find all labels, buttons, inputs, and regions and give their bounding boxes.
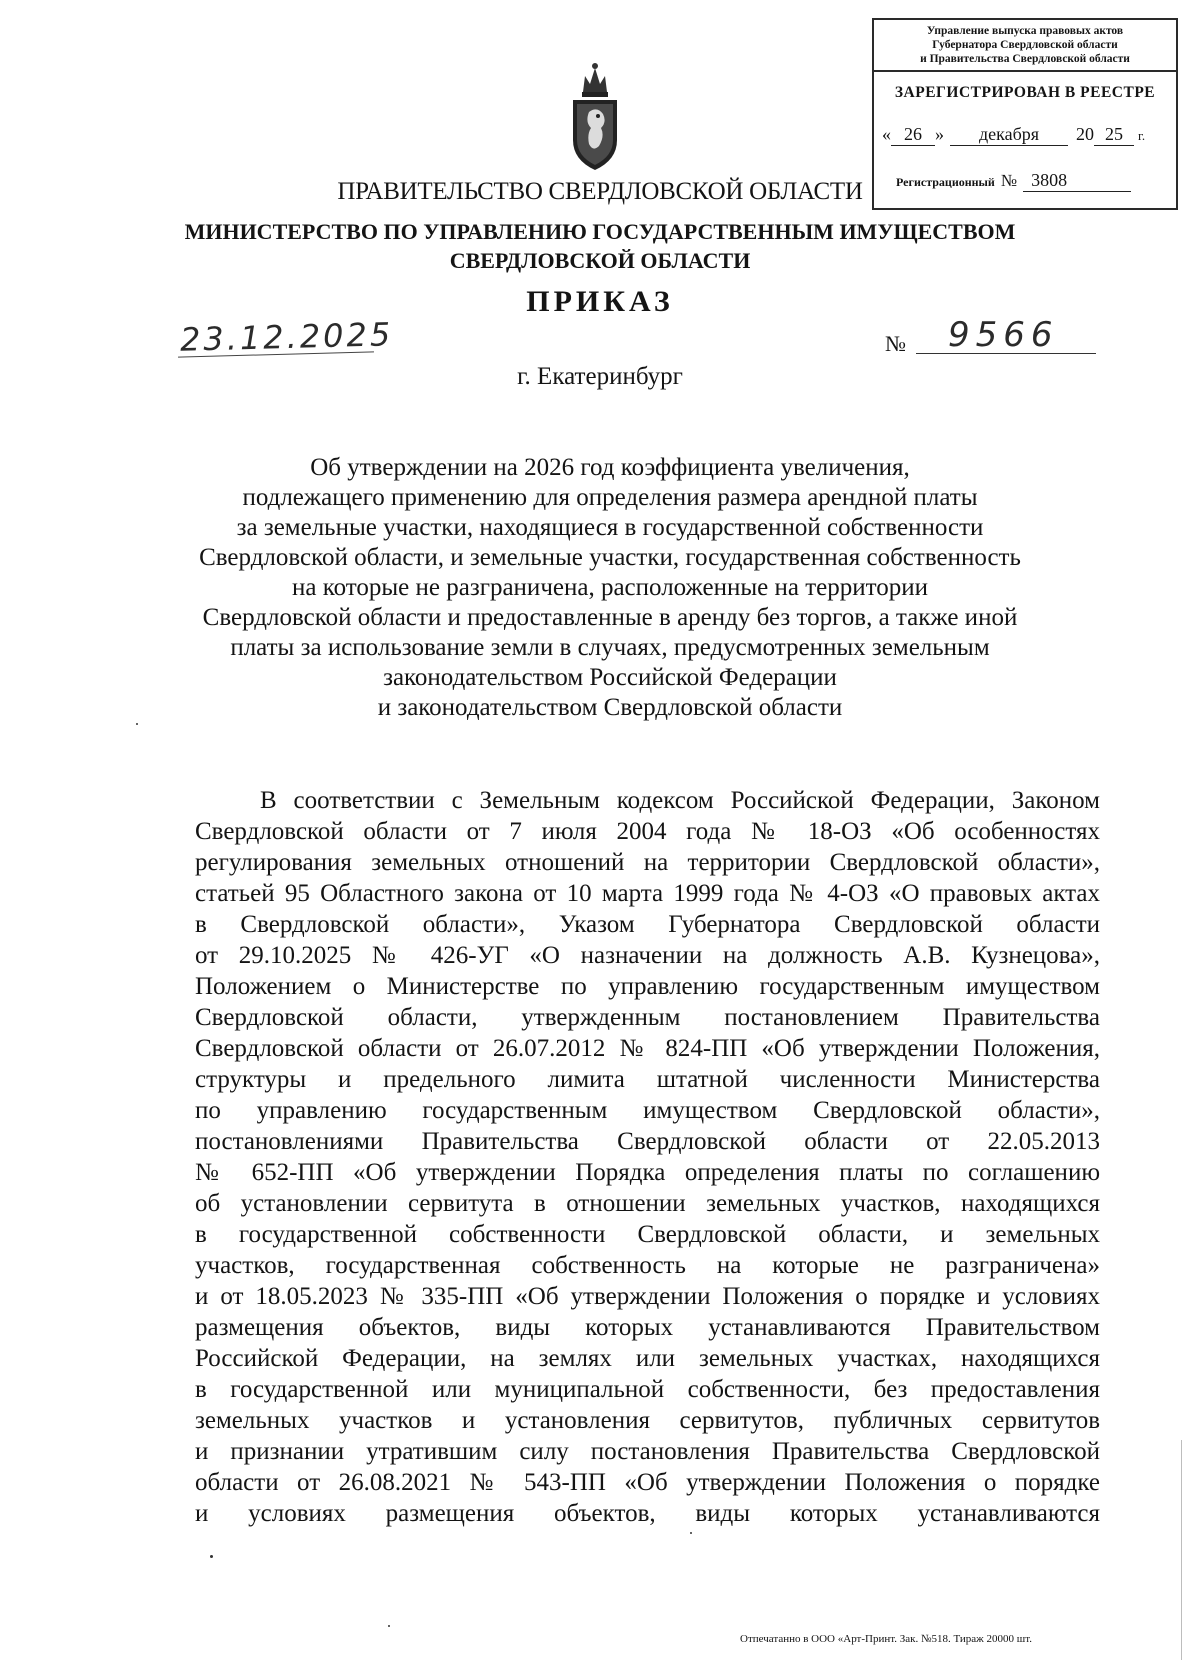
body-line: Свердловской области от 26.07.2012 № 824-ПП «Об утверждении Положения, bbox=[195, 1035, 1100, 1062]
body-line: участков, государственная собственность на которые не разграничена» bbox=[195, 1252, 1100, 1279]
stamp-registration-date bbox=[882, 124, 1170, 146]
subject-line: на которые не разграничена, расположенные на территории bbox=[292, 574, 928, 601]
body-line: Свердловской области, утвержденным постановлением Правительства bbox=[195, 1004, 1100, 1031]
scan-speck bbox=[388, 1625, 390, 1627]
scan-speck bbox=[136, 723, 138, 725]
government-title: ПРАВИТЕЛЬСТВО СВЕРДЛОВСКОЙ ОБЛАСТИ bbox=[337, 178, 863, 205]
stamp-quote-close: » bbox=[935, 124, 944, 144]
body-line: в государственной или муниципальной собственности, без предоставления bbox=[195, 1376, 1100, 1403]
body-line: и условиях размещения объектов, виды которых устанавливаются bbox=[195, 1500, 1100, 1527]
stamp-year-prefix: 20 bbox=[1076, 124, 1094, 144]
subject-line: Об утверждении на 2026 год коэффициента увеличения, bbox=[310, 454, 910, 481]
body-line: Российской Федерации, на землях или земельных участках, находящихся bbox=[195, 1345, 1100, 1372]
stamp-reg-number-label: Регистрационный bbox=[896, 175, 995, 189]
body-line: В соответствии с Земельным кодексом Российской Федерации, Законом bbox=[260, 787, 1100, 814]
stamp-day: 26 bbox=[891, 124, 935, 146]
body-paragraph bbox=[195, 785, 1100, 1529]
body-line: статьей 95 Областного закона от 10 марта 1999 года № 4-ОЗ «О правовых актах bbox=[195, 880, 1100, 907]
scan-speck bbox=[210, 1555, 213, 1558]
handwritten-number: 9566 bbox=[948, 315, 1059, 355]
coat-of-arms-icon bbox=[565, 60, 625, 172]
stamp-reg-number-value: 3808 bbox=[1023, 170, 1131, 192]
printer-note: Отпечатанно в ООО «Арт-Принт. Зак. №518. Тираж 20000 шт. bbox=[740, 1633, 1032, 1645]
subject-line: за земельные участки, находящиеся в государственной собственности bbox=[236, 514, 984, 541]
body-line: об установлении сервитута в отношении земельных участков, находящихся bbox=[195, 1190, 1100, 1217]
subject-line: платы за использование земли в случаях, предусмотренных земельным bbox=[230, 634, 990, 661]
ministry-line: СВЕРДЛОВСКОЙ ОБЛАСТИ bbox=[449, 248, 751, 273]
subject-line: Свердловской области и предоставленные в аренду без торгов, а также иной bbox=[202, 604, 1018, 631]
body-line: и признании утратившим силу постановления Правительства Свердловской bbox=[195, 1438, 1100, 1465]
city: г. Екатеринбург bbox=[517, 363, 683, 390]
body-line: области от 26.08.2021 № 543-ПП «Об утверждении Положения о порядке bbox=[195, 1469, 1100, 1496]
body-line: постановлениями Правительства Свердловской области от 22.05.2013 bbox=[195, 1128, 1100, 1155]
scan-speck bbox=[690, 1532, 692, 1534]
body-line: земельных участков и установления сервитутов, публичных сервитутов bbox=[195, 1407, 1100, 1434]
body-line: в Свердловской области», Указом Губернатора Свердловской области bbox=[195, 911, 1100, 938]
stamp-number-sign: № bbox=[1000, 171, 1018, 190]
body-line: по управлению государственным имуществом Свердловской области», bbox=[195, 1097, 1100, 1124]
body-line: № 652-ПП «Об утверждении Порядка определения платы по соглашению bbox=[195, 1159, 1100, 1186]
stamp-registered-label: ЗАРЕГИСТРИРОВАН В РЕЕСТРЕ bbox=[894, 84, 1156, 101]
subject-line: законодательством Российской Федерации bbox=[383, 664, 837, 691]
body-line: Свердловской области от 7 июля 2004 года № 18-ОЗ «Об особенностях bbox=[195, 818, 1100, 845]
document-subject bbox=[160, 453, 1060, 723]
body-line: размещения объектов, виды которых устанавливаются Правительством bbox=[195, 1314, 1100, 1341]
scan-edge-line bbox=[1181, 1440, 1182, 1660]
stamp-month: декабря bbox=[950, 124, 1068, 146]
stamp-org-line: Управление выпуска правовых актов bbox=[926, 25, 1124, 37]
number-sign: № bbox=[885, 331, 906, 356]
stamp-quote-open: « bbox=[882, 124, 891, 144]
body-line: регулирования земельных отношений на территории Свердловской области», bbox=[195, 849, 1100, 876]
subject-line: подлежащего применению для определения размера арендной платы bbox=[242, 484, 978, 511]
body-line: Положением о Министерстве по управлению государственным имуществом bbox=[195, 973, 1100, 1000]
stamp-year-unit: г. bbox=[1138, 128, 1146, 143]
body-line: от 29.10.2025 № 426-УГ «О назначении на должность А.В. Кузнецова», bbox=[195, 942, 1100, 969]
stamp-year-suffix: 25 bbox=[1094, 124, 1134, 146]
stamp-organization bbox=[874, 24, 1176, 66]
handwritten-date: 23.12.2025 bbox=[179, 315, 394, 359]
stamp-org-line: Губернатора Свердловской области bbox=[932, 39, 1118, 51]
body-line: структуры и предельного лимита штатной численности Министерства bbox=[195, 1066, 1100, 1093]
subject-line: Свердловской области, и земельные участки, государственная собственность bbox=[199, 544, 1021, 571]
document-type: ПРИКАЗ bbox=[526, 285, 674, 318]
stamp-org-line: и Правительства Свердловской области bbox=[920, 53, 1130, 65]
body-line: в государственной собственности Свердловской области, и земельных bbox=[195, 1221, 1100, 1248]
body-line: и от 18.05.2023 № 335-ПП «Об утверждении Положения о порядке и условиях bbox=[195, 1283, 1100, 1310]
ministry-title bbox=[120, 217, 1080, 275]
subject-line: и законодательством Свердловской области bbox=[377, 694, 843, 721]
ministry-line: МИНИСТЕРСТВО ПО УПРАВЛЕНИЮ ГОСУДАРСТВЕННЫМ ИМУЩЕСТВОМ bbox=[184, 219, 1016, 244]
stamp-divider bbox=[874, 70, 1176, 72]
number-underline bbox=[916, 353, 1096, 354]
